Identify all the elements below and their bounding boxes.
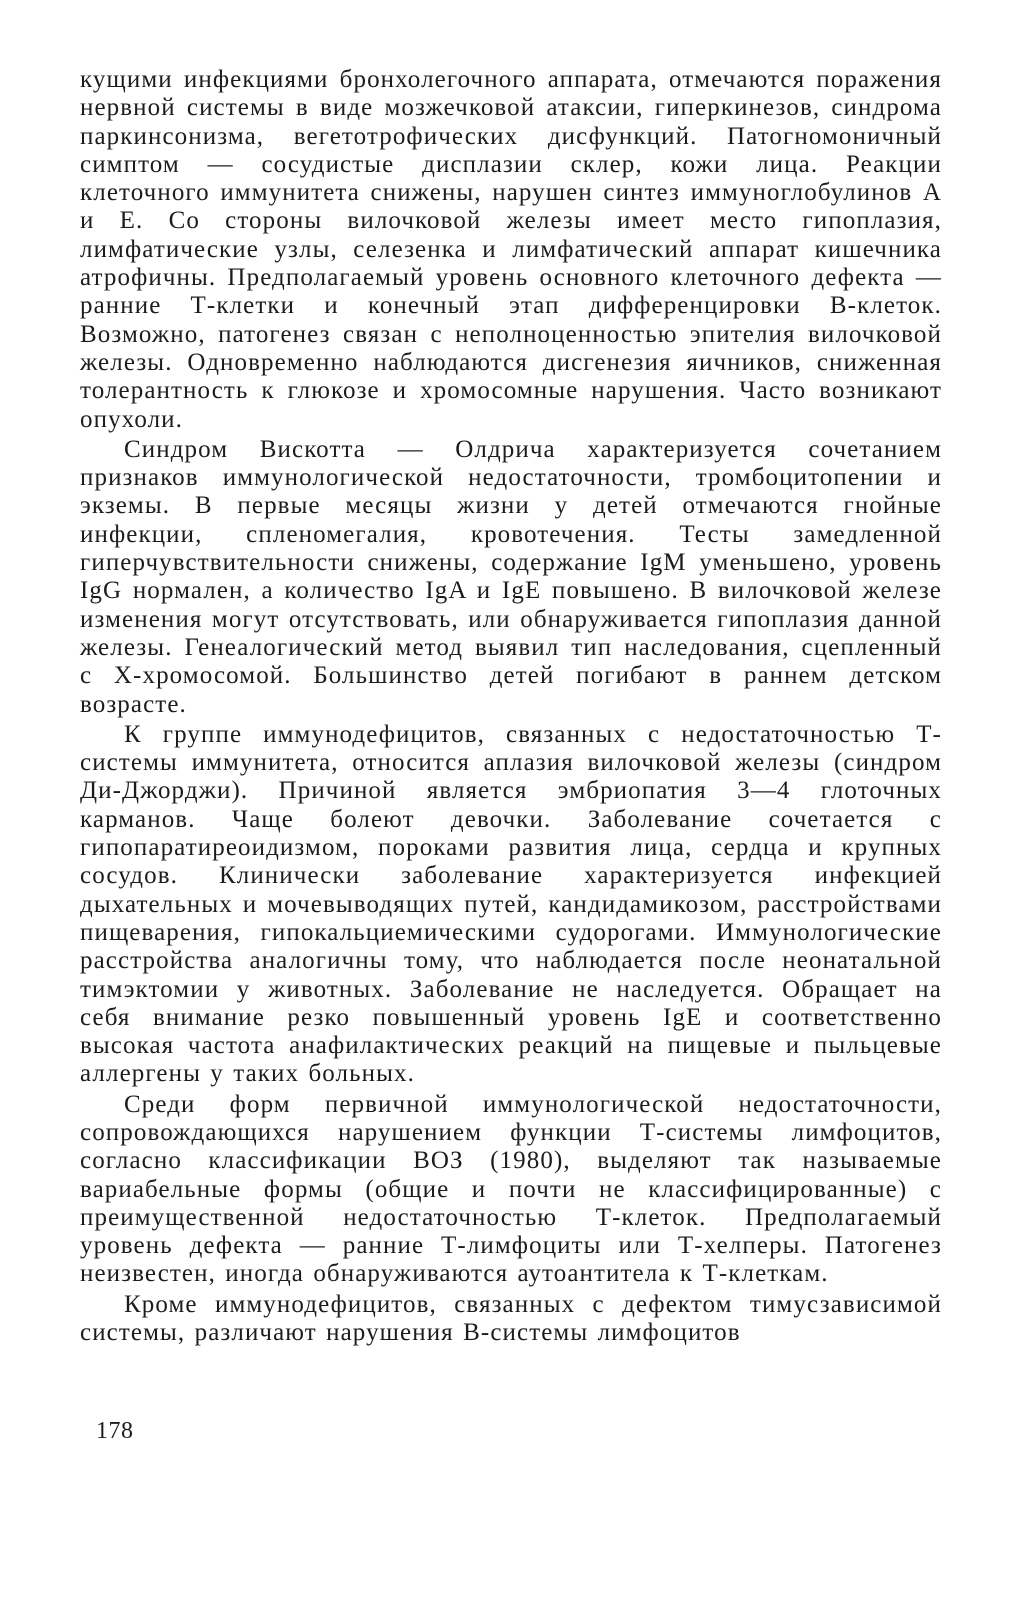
paragraph-4: Среди форм первичной иммунологической недостаточности, сопровождающихся нарушением функции Т-системы лимфоцитов, согласно классификации ВОЗ (1980), выделяют так называемые вариабельные формы (общие и почти не классифицированные) с преимущественной недостаточностью Т-клеток. Предполагаемый уровень дефекта — ранние Т-лимфоциты или Т-хелперы. Патогенез неизвестен, иногда обнаруживаются аутоантитела к Т-клеткам. <box>80 1090 942 1288</box>
page-number: 178 <box>96 1418 134 1444</box>
paragraph-1: кущими инфекциями бронхолегочного аппарата, отмечаются поражения нервной системы в виде мозжечковой атаксии, гиперкинезов, синдрома паркинсонизма, вегетотрофических дисфункций. Патогномоничный симптом — сосудистые дисплазии склер, кожи лица. Реакции клеточного иммунитета снижены, нарушен синтез иммуноглобулинов А и Е. Со стороны вилочковой железы имеет место гипоплазия, лимфатические узлы, селезенка и лимфатический аппарат кишечника атрофичны. Предполагаемый уровень основного клеточного дефекта — ранние Т-клетки и конечный этап дифференцировки В-клеток. Возможно, патогенез связан с неполноценностью эпителия вилочковой железы. Одновременно наблюдаются дисгенезия яичников, сниженная толерантность к глюкозе и хромосомные нарушения. Часто возникают опухоли. <box>80 66 942 433</box>
page-body <box>80 66 942 1349</box>
paragraph-3: К группе иммунодефицитов, связанных с недостаточностью Т-системы иммунитета, относится аплазия вилочковой железы (синдром Ди-Джорджи). Причиной является эмбриопатия 3—4 глоточных карманов. Чаще болеют девочки. Заболевание сочетается с гипопаратиреоидизмом, пороками развития лица, сердца и крупных сосудов. Клинически заболевание характеризуется инфекцией дыхательных и мочевыводящих путей, кандидамикозом, расстройствами пищеварения, гипокальциемическими судорогами. Иммунологические расстройства аналогичны тому, что наблюдается после неонатальной тимэктомии у животных. Заболевание не наследуется. Обращает на себя внимание резко повышенный уровень IgE и соответственно высокая частота анафилактических реакций на пищевые и пыльцевые аллергены у таких больных. <box>80 720 942 1088</box>
paragraph-2: Синдром Вискотта — Олдрича характеризуется сочетанием признаков иммунологической недостаточности, тромбоцитопении и экземы. В первые месяцы жизни у детей отмечаются гнойные инфекции, спленомегалия, кровотечения. Тесты замедленной гиперчувствительности снижены, содержание IgM уменьшено, уровень IgG нормален, а количество IgA и IgE повышено. В вилочковой железе изменения могут отсутствовать, или обнаруживается гипоплазия данной железы. Генеалогический метод выявил тип наследования, сцепленный с Х-хромосомой. Большинство детей погибают в раннем детском возрасте. <box>80 435 942 718</box>
paragraph-5: Кроме иммунодефицитов, связанных с дефектом тимусзависимой системы, различают нарушения В-системы лимфоцитов <box>80 1290 942 1347</box>
